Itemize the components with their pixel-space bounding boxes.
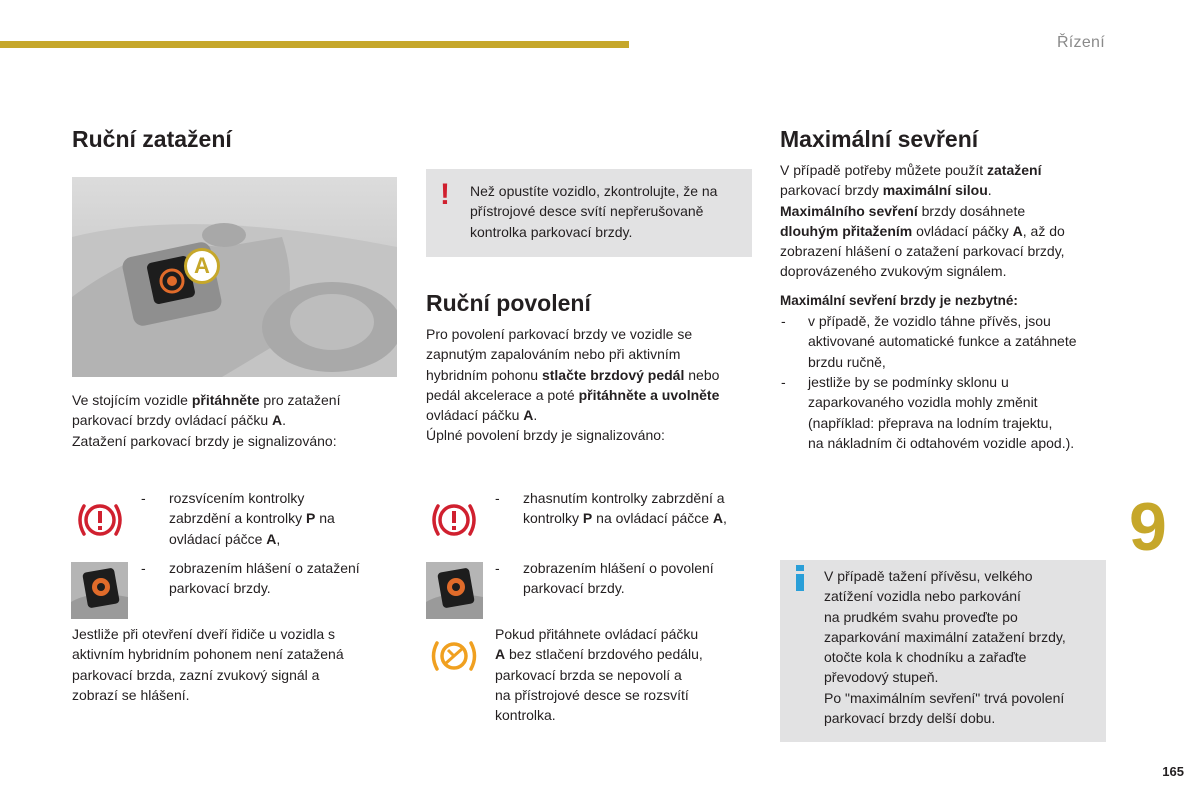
parking-brake-switch-icon bbox=[71, 562, 128, 619]
list-dash: - bbox=[495, 560, 500, 576]
chapter-number: 9 bbox=[1129, 489, 1167, 565]
warning-exclamation-icon: ! bbox=[440, 178, 450, 211]
parking-brake-switch-icon bbox=[426, 562, 483, 619]
list-dash: - bbox=[141, 560, 146, 576]
section-label: Řízení bbox=[1056, 34, 1105, 51]
info-text: V případě tažení přívěsu, velkého zatížení vozidla nebo parkování na prudkém svahu proveďte po zaparkování maximální zatažení brzdy, otočte kola k chodníku a zařaďte převodový stupeň. Po "maximálním sevření" trvá povolení parkovací brzdy delší dobu. bbox=[824, 568, 1066, 727]
left-intro: Ve stojícím vozidle přitáhněte pro zatažení parkovací brzdy ovládací páčku A. Zatažení parkovací brzdy je signalizováno: bbox=[72, 392, 341, 449]
middle-body: Pro povolení parkovací brzdy ve vozidle se zapnutým zapalováním nebo při aktivním hybridním pohonu stlačte brzdový pedál nebo pedál akcelerace a poté přitáhněte a uvolněte ovládací páčku A. Úplné povolení brzdy je signalizováno: bbox=[426, 326, 720, 444]
header-gold-rule bbox=[0, 41, 629, 48]
list-dash: - bbox=[495, 490, 500, 506]
left-item1-text: rozsvícením kontrolky zabrzdění a kontrolky P na ovládací páčce A, bbox=[169, 490, 335, 547]
needed-title: Maximální sevření brzdy je nezbytné: bbox=[780, 293, 1018, 308]
list-dash: - bbox=[141, 490, 146, 506]
left-item2-text: zobrazením hlášení o zatažení parkovací brzdy. bbox=[169, 560, 360, 597]
warning-text: Než opustíte vozidlo, zkontrolujte, že na přístrojové desce svítí nepřerušovaně kontrolka parkovací brzdy. bbox=[470, 183, 718, 240]
page-number: 165 bbox=[1162, 764, 1184, 779]
list-dash: - bbox=[781, 374, 786, 390]
callout-label-a: A bbox=[184, 248, 220, 284]
needed-item1-text: v případě, že vozidlo táhne přívěs, jsou aktivované automatické funkce a zatáhnete brzdu ručně, bbox=[808, 313, 1077, 370]
middle-item1-text: zhasnutím kontrolky zabrzdění a kontrolky P na ovládací páčce A, bbox=[523, 490, 727, 527]
list-dash: - bbox=[781, 313, 786, 329]
middle-item3-text: Pokud přitáhnete ovládací páčku A bez stlačení brzdového pedálu, parkovací brzda se nepovolí a na přístrojové desce se rozsvítí kontrolka. bbox=[495, 626, 703, 724]
heading-maximum-grip: Maximální sevření bbox=[780, 126, 979, 152]
needed-item2-text: jestliže by se podmínky sklonu u zaparkovaného vozidla mohly změnit (například: přeprava na lodním trajektu, na nákladním či odtahovém vozidle apod.). bbox=[808, 374, 1075, 451]
info-icon bbox=[793, 565, 807, 591]
heading-manual-apply: Ruční zatažení bbox=[72, 126, 232, 152]
heading-manual-release: Ruční povolení bbox=[426, 290, 591, 316]
middle-item2-text: zobrazením hlášení o povolení parkovací brzdy. bbox=[523, 560, 714, 597]
brake-warning-icon bbox=[76, 500, 124, 545]
left-footer-text: Jestliže při otevření dveří řidiče u vozidla s aktivním hybridním pohonem není zatažená parkovací brzda, zazní zvukový signál a zobrazí se hlášení. bbox=[72, 626, 344, 703]
parking-brake-photo bbox=[72, 177, 397, 377]
brake-warning-icon bbox=[430, 500, 478, 545]
right-body: V případě potřeby můžete použít zatažení parkovací brzdy maximální silou. Maximálního sevření brzdy dosáhnete dlouhým přitažením ovládací páčky A, až do zobrazení hlášení o zatažení parkovací brzdy, doprovázeného zvukovým signálem. bbox=[780, 162, 1065, 280]
brake-fault-icon bbox=[428, 638, 480, 679]
